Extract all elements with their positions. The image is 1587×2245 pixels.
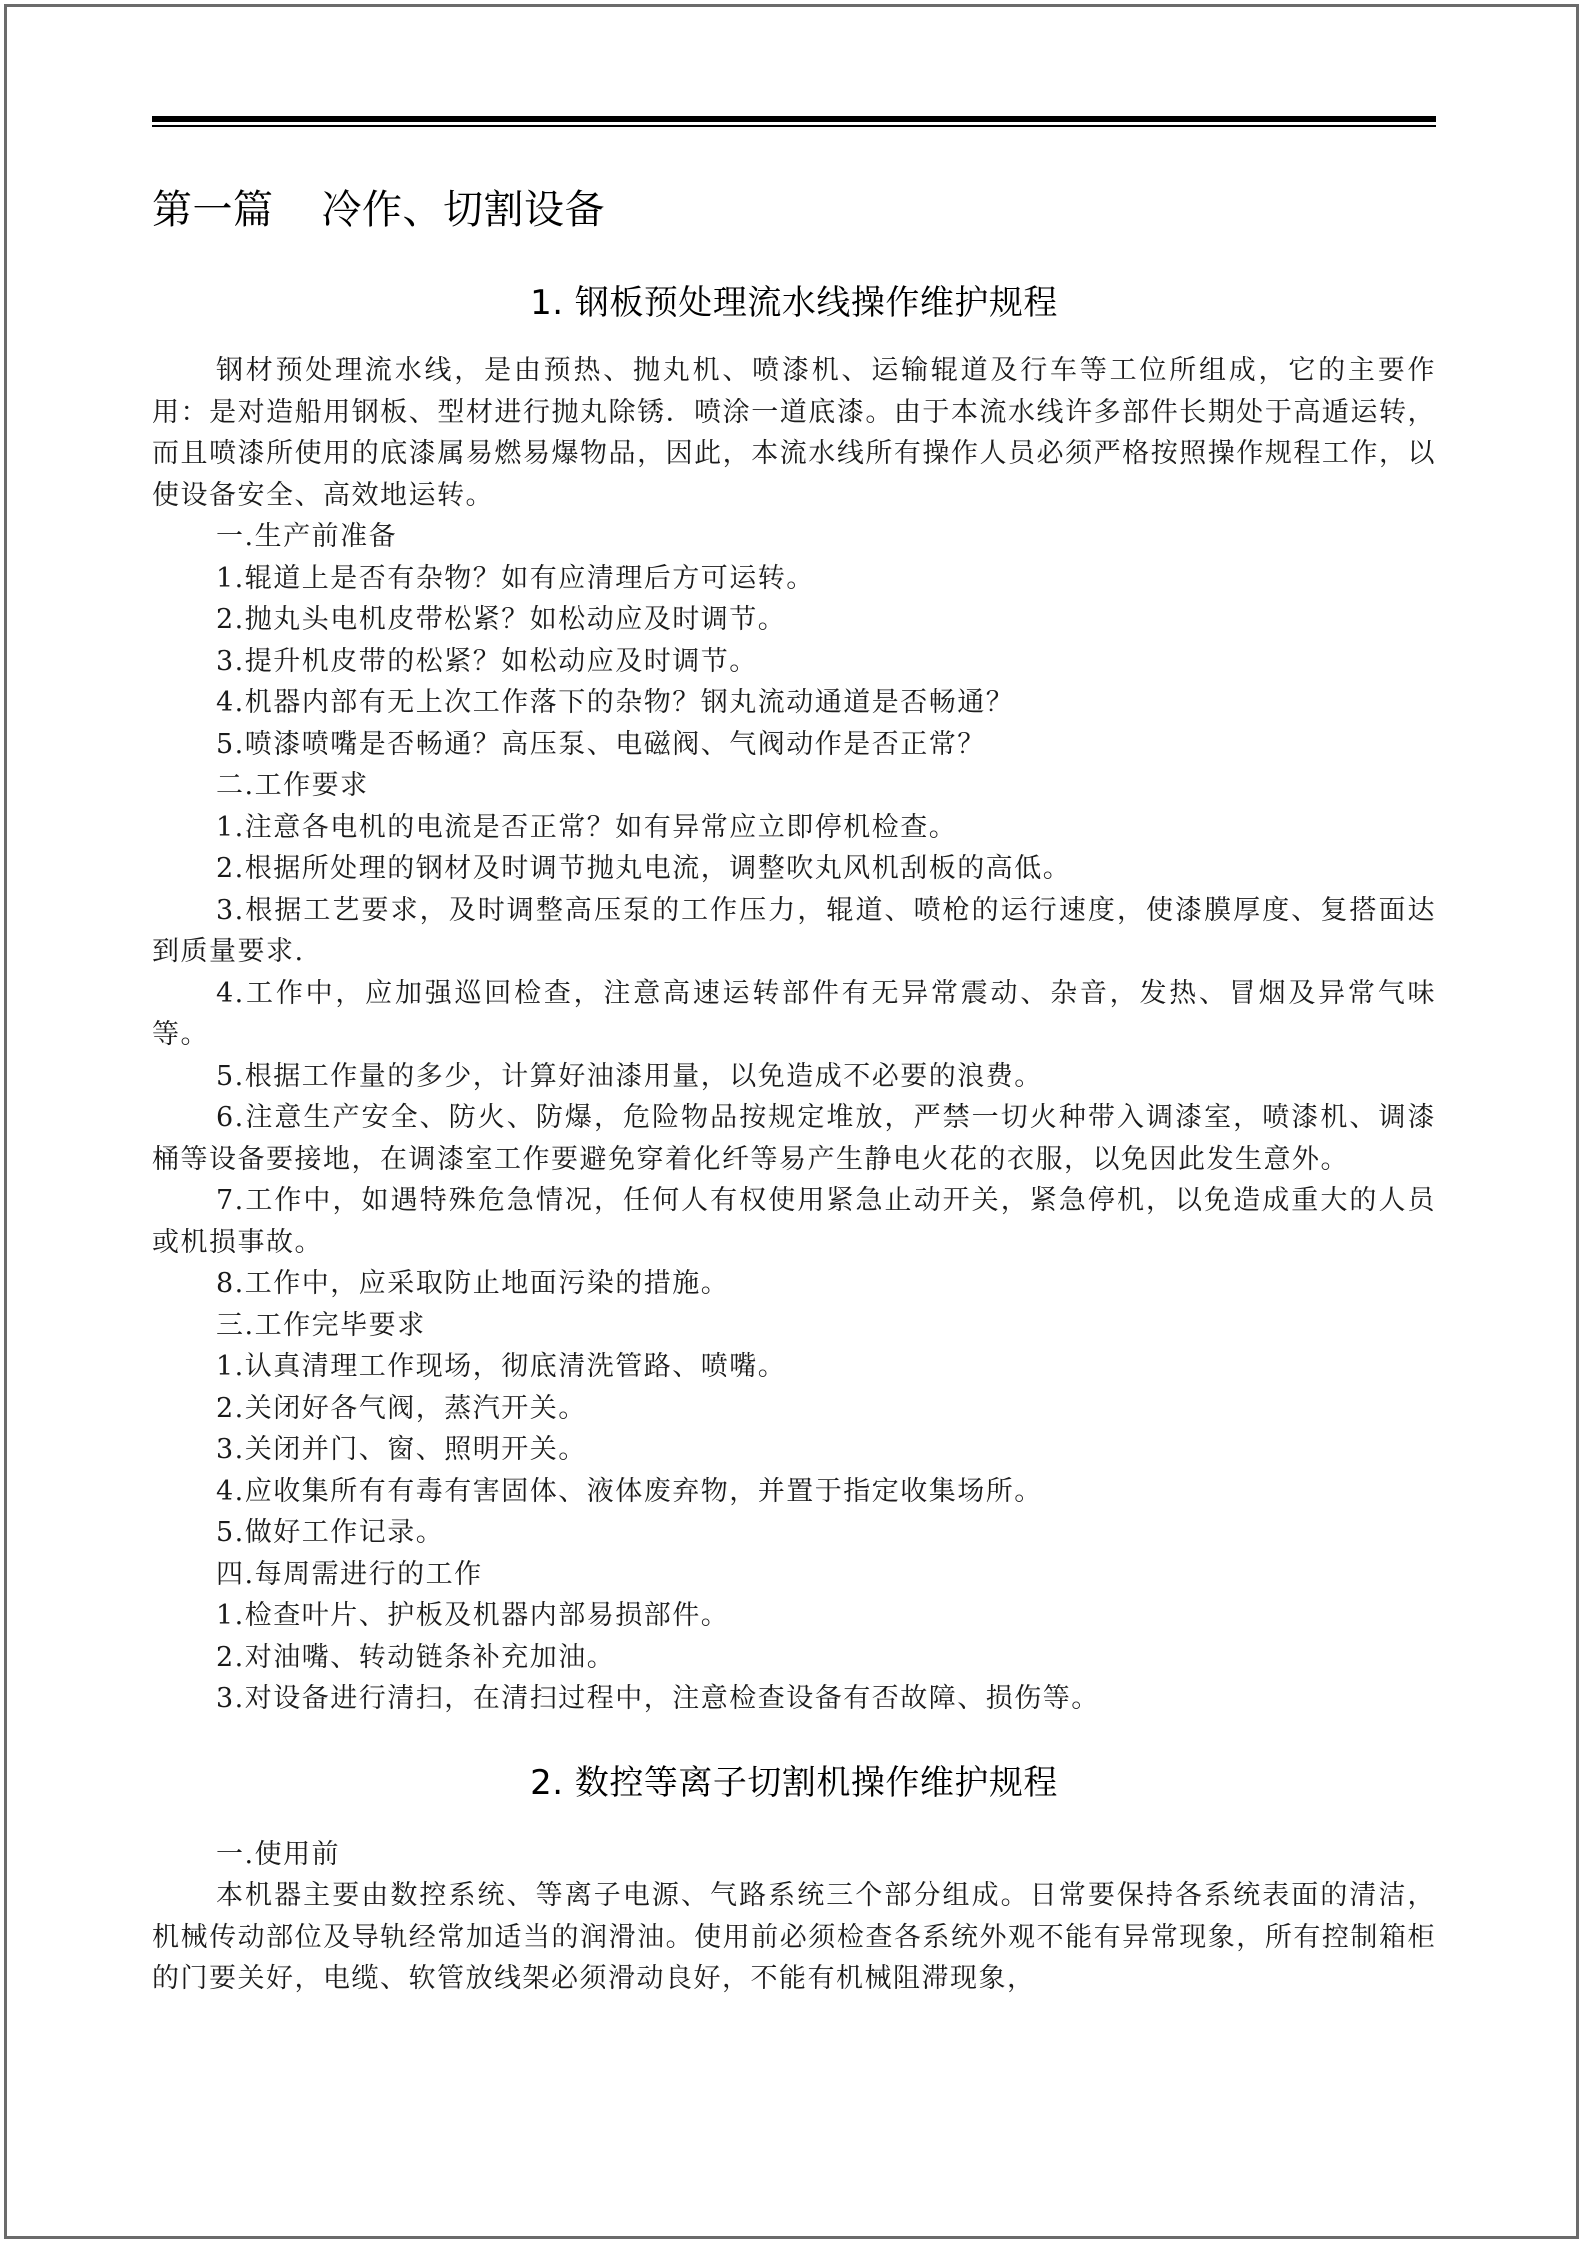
header-rule-thick (152, 116, 1436, 122)
list-item: 4.应收集所有有毒有害固体、液体废弃物，并置于指定收集场所。 (216, 1475, 1043, 1507)
paragraph: 钢材预处理流水线，是由预热、抛丸机、喷漆机、运输辊道及行车等工位所组成，它的主要作用：是对造船用钢板、型材进行抛丸除锈．喷涂一道底漆。由于本流水线许多部件长期处于高遁运转，而且喷漆所使用的底漆属易燃易爆物品，因此，本流水线所有操作人员必须严格按照操作规程工作，以使设备安全、高效地运转。 (152, 355, 1436, 511)
subheading: 二.工作要求 (216, 770, 369, 801)
list-item: 2.抛丸头电机皮带松紧？如松动应及时调节。 (216, 604, 787, 635)
section-2-title: 2. 数控等离子切割机操作维护规程 (530, 1762, 1058, 1803)
subheading: 一.使用前 (216, 1838, 341, 1870)
list-item: 3.对设备进行清扫，在清扫过程中，注意检查设备有否故障、损伤等。 (216, 1683, 1100, 1714)
section-2-body (152, 1834, 1436, 2000)
list-item: 3.根据工艺要求，及时调整高压泵的工作压力，辊道、喷枪的运行速度，使漆膜厚度、复搭面达到质量要求. (152, 894, 1436, 967)
subheading: 四.每周需进行的工作 (216, 1558, 483, 1590)
list-item: 7.工作中，如遇特殊危急情况，任何人有权使用紧急止动开关，紧急停机，以免造成重大的人员或机损事故。 (152, 1185, 1436, 1258)
part-title-text: 冷作、切割设备 (321, 187, 605, 233)
list-item: 6.注意生产安全、防火、防爆，危险物品按规定堆放，严禁一切火种带入调漆室，喷漆机、调漆桶等设备要接地，在调漆室工作要避免穿着化纤等易产生静电火花的衣服，以免因此发生意外。 (152, 1102, 1436, 1175)
list-item: 4.机器内部有无上次工作落下的杂物？钢丸流动通道是否畅通？ (216, 687, 1015, 718)
list-item: 2.根据所处理的钢材及时调节抛丸电流，调整吹丸风机刮板的高低。 (216, 853, 1072, 884)
section-1-title: 1. 钢板预处理流水线操作维护规程 (530, 283, 1058, 323)
list-item: 8.工作中，应采取防止地面污染的措施。 (216, 1268, 730, 1299)
subheading: 一.生产前准备 (216, 521, 398, 552)
part-title (152, 184, 1436, 236)
list-item: 5.根据工作量的多少，计算好油漆用量，以免造成不必要的浪费。 (216, 1060, 1043, 1092)
list-item: 3.关闭并门、窗、照明开关。 (216, 1434, 587, 1465)
header-rule-thin (152, 125, 1436, 127)
list-item: 4.工作中，应加强巡回检查，注意高速运转部件有无异常震动、杂音，发热、冒烟及异常气味等。 (152, 977, 1436, 1050)
list-item: 1.注意各电机的电流是否正常？如有异常应立即停机检查。 (216, 811, 958, 843)
list-item: 5.做好工作记录。 (216, 1517, 445, 1548)
list-item: 1.辊道上是否有杂物？如有应清理后方可运转。 (216, 562, 815, 594)
list-item: 1.认真清理工作现场，彻底清洗管路、喷嘴。 (216, 1351, 787, 1382)
subheading: 三.工作完毕要求 (216, 1309, 426, 1341)
document-content (152, 116, 1436, 2000)
part-title-label: 第一篇 (152, 187, 274, 233)
list-item: 2.关闭好各气阀，蒸汽开关。 (216, 1392, 587, 1424)
paragraph: 本机器主要由数控系统、等离子电源、气路系统三个部分组成。日常要保持各系统表面的清洁，机械传动部位及导轨经常加适当的润滑油。使用前必须检查各系统外观不能有异常现象，所有控制箱柜的门要关好，电缆、软管放线架必须滑动良好，不能有机械阻滞现象， (152, 1880, 1436, 1994)
list-item: 1.检查叶片、护板及机器内部易损部件。 (216, 1600, 730, 1631)
list-item: 5.喷漆喷嘴是否畅通？高压泵、电磁阀、气阀动作是否正常？ (216, 728, 986, 760)
list-item: 3.提升机皮带的松紧？如松动应及时调节。 (216, 645, 758, 677)
list-item: 2.对油嘴、转动链条补充加油。 (216, 1641, 616, 1673)
section-1-body (152, 350, 1436, 1720)
